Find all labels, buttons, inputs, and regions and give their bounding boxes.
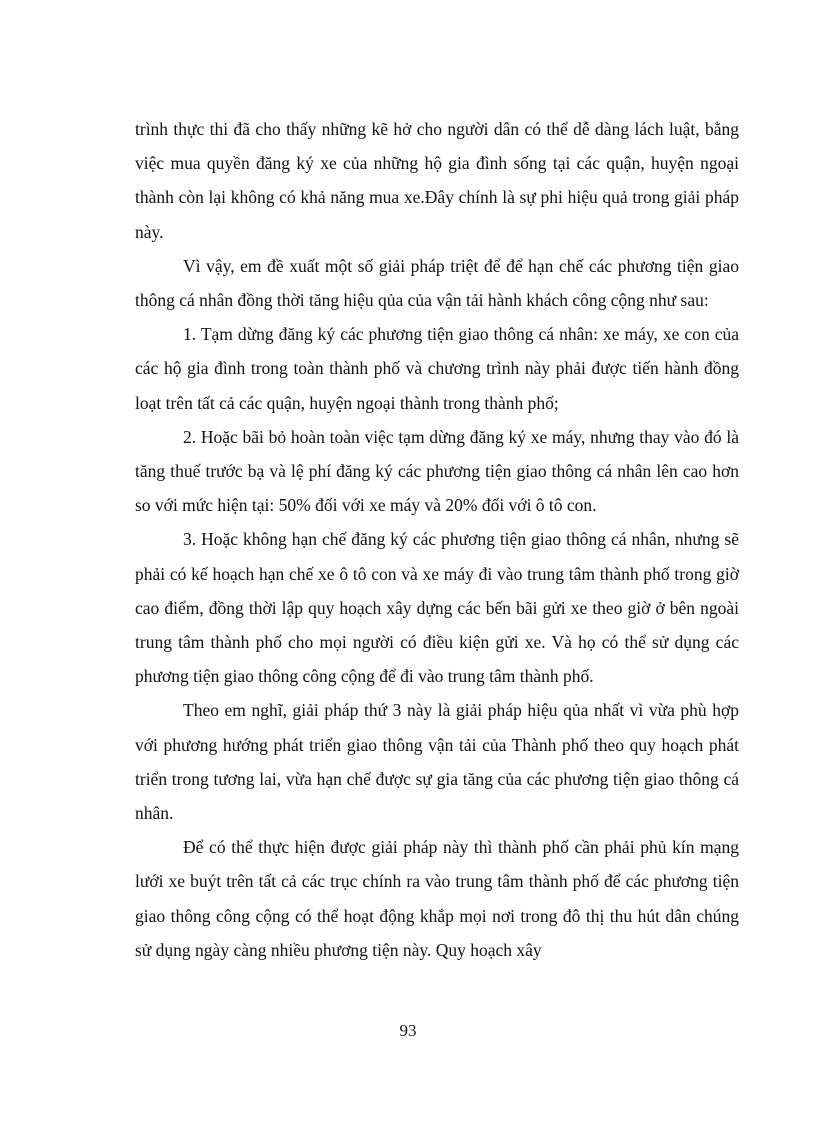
paragraph-solution-2: 2. Hoặc bãi bỏ hoàn toàn việc tạm dừng đăng ký xe máy, nhưng thay vào đó là tăng thuế trước bạ và lệ phí đăng ký các phương tiện giao thông cá nhân lên cao hơn so với mức hiện tại: 50% đối với xe máy và 20% đối với ô tô con.	[135, 426, 739, 516]
body-text	[135, 112, 739, 967]
paragraph-implementation: Để có thể thực hiện được giải pháp này thì thành phố cần phải phủ kín mạng lưới xe buýt trên tất cả các trục chính ra vào trung tâm thành phố để các phương tiện giao thông công cộng có thể hoạt động khắp mọi nơi trong đô thị thu hút dân chúng sử dụng ngày càng nhiều phương tiện này. Quy hoạch xây	[135, 837, 739, 960]
paragraph-opinion: Theo em nghĩ, giải pháp thứ 3 này là giải pháp hiệu qủa nhất vì vừa phù hợp với phương hướng phát triển giao thông vận tải của Thành phố theo quy hoạch phát triển trong tương lai, vừa hạn chế được sự gia tăng của các phương tiện giao thông cá nhân.	[135, 700, 739, 824]
paragraph-continuation: trình thực thi đã cho thấy những kẽ hở cho người dân có thể dễ dàng lách luật, bằng việc mua quyền đăng ký xe của những hộ gia đình sống tại các quận, huyện ngoại thành còn lại không có khả năng mua xe.Đây chính là sự phi hiệu quả trong giải pháp này.	[135, 119, 739, 242]
paragraph-solution-1: 1. Tạm dừng đăng ký các phương tiện giao thông cá nhân: xe máy, xe con của các hộ gia đình trong toàn thành phố và chương trình này phải được tiến hành đồng loạt trên tất cả các quận, huyện ngoại thành trong thành phố;	[135, 324, 739, 413]
page-number: 93	[399, 1021, 417, 1040]
paragraph-proposal-intro: Vì vậy, em đề xuất một số giải pháp triệt để để hạn chế các phương tiện giao thông cá nhân đồng thời tăng hiệu qủa của vận tải hành khách công cộng như sau:	[135, 255, 739, 311]
paragraph-solution-3: 3. Hoặc không hạn chế đăng ký các phương tiện giao thông cá nhân, nhưng sẽ phải có kế hoạch hạn chế xe ô tô con và xe máy đi vào trung tâm thành phố trong giờ cao điểm, đồng thời lập quy hoạch xây dựng các bến bãi gửi xe theo giờ ở bên ngoài trung tâm thành phố cho mọi người có điều kiện gửi xe. Và họ có thể sử dụng các phương tiện giao thông công cộng để đi vào trung tâm thành phố.	[135, 529, 739, 687]
